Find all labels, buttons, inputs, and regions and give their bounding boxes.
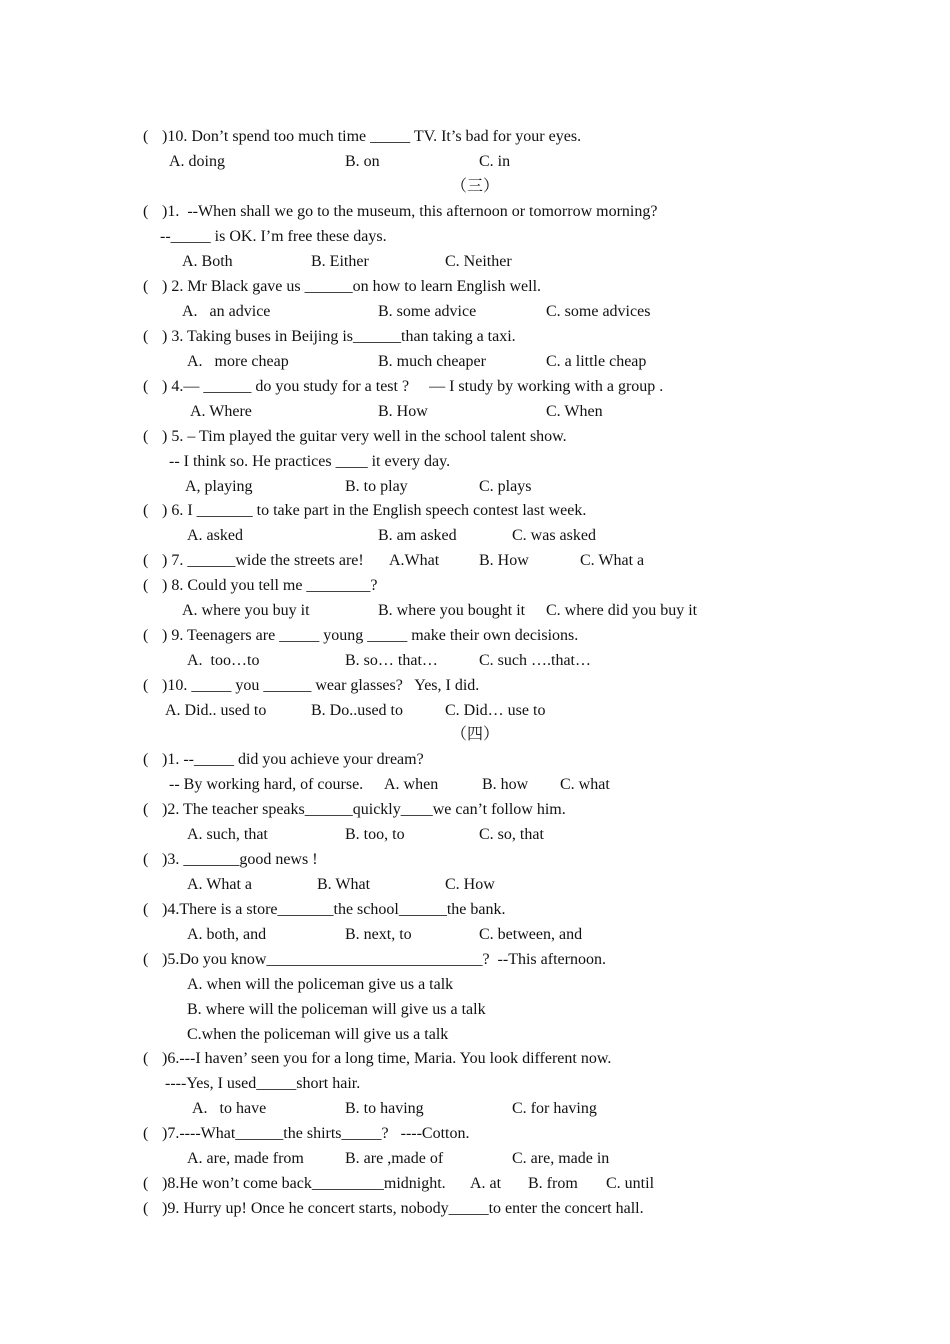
option-c: C. Did… use to (445, 702, 546, 719)
question-text: ) 9. Teenagers are _____ young _____ make their own decisions. (162, 627, 579, 644)
question-paren: ( (143, 428, 149, 445)
option-b: B. where will the policeman will give us a talk (187, 1001, 486, 1018)
question-paren: ( (143, 278, 149, 295)
option-b: B. next, to (345, 926, 412, 943)
question-text: )2. The teacher speaks______quickly____we can’t follow him. (162, 801, 566, 818)
option-a: A. are, made from (187, 1150, 304, 1167)
question-text: ) 4.— ______ do you study for a test ? — I study by working with a group . (162, 378, 664, 395)
question-paren: ( (143, 951, 149, 968)
question-paren: ( (143, 851, 149, 868)
option-b: B. are ,made of (345, 1150, 444, 1167)
question-paren: ( (143, 203, 149, 220)
option-b: B. too, to (345, 826, 405, 843)
option-c: C. plays (479, 478, 532, 495)
question-text: )5.Do you know___________________________? --This afternoon. (162, 951, 606, 968)
question-paren: ( (143, 128, 149, 145)
option-b: B. much cheaper (378, 353, 486, 370)
question-paren: ( (143, 801, 149, 818)
option-a: A. Did.. used to (165, 702, 267, 719)
option-c: C. where did you buy it (546, 602, 698, 619)
question-text: )10. _____ you ______ wear glasses? Yes, I did. (162, 677, 480, 694)
option-b: B. how (482, 776, 529, 793)
option-c: C. What a (580, 552, 645, 569)
option-c: C. are, made in (512, 1150, 610, 1167)
option-b: B. am asked (378, 527, 457, 544)
question-paren: ( (143, 1050, 149, 1067)
question-text: ) 6. I _______ to take part in the English speech contest last week. (162, 502, 587, 519)
option-b: B. What (317, 876, 371, 893)
section-heading-three: （三） (450, 178, 499, 195)
option-c: C. When (546, 403, 603, 420)
option-c: C. some advices (546, 303, 651, 320)
question-paren: ( (143, 627, 149, 644)
option-c: C. Neither (445, 253, 512, 270)
option-b: B. to having (345, 1100, 424, 1117)
option-c: C. was asked (512, 527, 596, 544)
question-text: )9. Hurry up! Once he concert starts, nobody_____to enter the concert hall. (162, 1200, 644, 1217)
question-text-line2: -- I think so. He practices ____ it every day. (169, 453, 451, 470)
option-c: C. for having (512, 1100, 597, 1117)
option-b: B. How (479, 552, 529, 569)
question-text: ) 3. Taking buses in Beijing is______than taking a taxi. (162, 328, 516, 345)
question-paren: ( (143, 328, 149, 345)
option-a: A. to have (192, 1100, 267, 1117)
question-text: )1. --_____ did you achieve your dream? (162, 751, 424, 768)
option-a: A. What a (187, 876, 253, 893)
question-paren: ( (143, 751, 149, 768)
option-a: A. Where (190, 403, 252, 420)
question-paren: ( (143, 901, 149, 918)
option-b: B. Do..used to (311, 702, 403, 719)
option-c: C. between, and (479, 926, 583, 943)
question-text: ) 7. ______wide the streets are! (162, 552, 364, 569)
question-text: ) 8. Could you tell me ________? (162, 577, 378, 594)
question-paren: ( (143, 677, 149, 694)
question-text-line2: --_____ is OK. I’m free these days. (160, 228, 387, 245)
option-c: C. what (560, 776, 610, 793)
option-c: C. until (606, 1175, 655, 1192)
question-paren: ( (143, 502, 149, 519)
question-text: )3. _______good news ! (162, 851, 318, 868)
option-a: A. when will the policeman give us a talk (187, 976, 454, 993)
question-text: )6.---I haven’ seen you for a long time, Maria. You look different now. (162, 1050, 612, 1067)
option-b: B. on (345, 153, 380, 170)
option-a: A. both, and (187, 926, 267, 943)
option-b: B. Either (311, 253, 369, 270)
option-b: B. to play (345, 478, 408, 495)
option-a: A. doing (169, 153, 225, 170)
option-a: A. such, that (187, 826, 268, 843)
question-text: )10. Don’t spend too much time _____ TV. It’s bad for your eyes. (162, 128, 582, 145)
option-c: C. a little cheap (546, 353, 647, 370)
option-a: A. an advice (182, 303, 271, 320)
question-paren: ( (143, 552, 149, 569)
question-paren: ( (143, 577, 149, 594)
question-text: ) 5. – Tim played the guitar very well in the school talent show. (162, 428, 567, 445)
option-c: C.when the policeman will give us a talk (187, 1026, 449, 1043)
question-text: )1. --When shall we go to the museum, this afternoon or tomorrow morning? (162, 203, 658, 220)
question-paren: ( (143, 378, 149, 395)
option-c: C. How (445, 876, 495, 893)
option-a: A. asked (187, 527, 243, 544)
question-paren: ( (143, 1200, 149, 1217)
question-text-line2: ----Yes, I used_____short hair. (165, 1075, 361, 1092)
question-text: )4.There is a store_______the school______the bank. (162, 901, 506, 918)
option-c: C. in (479, 153, 511, 170)
question-paren: ( (143, 1125, 149, 1142)
section-heading-four: （四） (450, 726, 499, 743)
option-c: C. so, that (479, 826, 544, 843)
option-a: A. at (470, 1175, 502, 1192)
question-text: ) 2. Mr Black gave us ______on how to learn English well. (162, 278, 542, 295)
question-paren: ( (143, 1175, 149, 1192)
option-a: A.What (389, 552, 440, 569)
question-text: )8.He won’t come back_________midnight. (162, 1175, 446, 1192)
option-b: B. so… that… (345, 652, 438, 669)
option-a: A. too…to (187, 652, 260, 669)
question-text: )7.----What______the shirts_____? ----Cotton. (162, 1125, 470, 1142)
option-a: A, playing (185, 478, 253, 495)
option-a: A. more cheap (187, 353, 289, 370)
option-b: B. How (378, 403, 428, 420)
option-a: A. when (384, 776, 439, 793)
option-a: A. Both (182, 253, 233, 270)
option-b: B. where you bought it (378, 602, 526, 619)
option-c: C. such ….that… (479, 652, 591, 669)
option-a: A. where you buy it (182, 602, 310, 619)
option-b: B. from (528, 1175, 578, 1192)
question-text-line2: -- By working hard, of course. (169, 776, 364, 793)
option-b: B. some advice (378, 303, 477, 320)
